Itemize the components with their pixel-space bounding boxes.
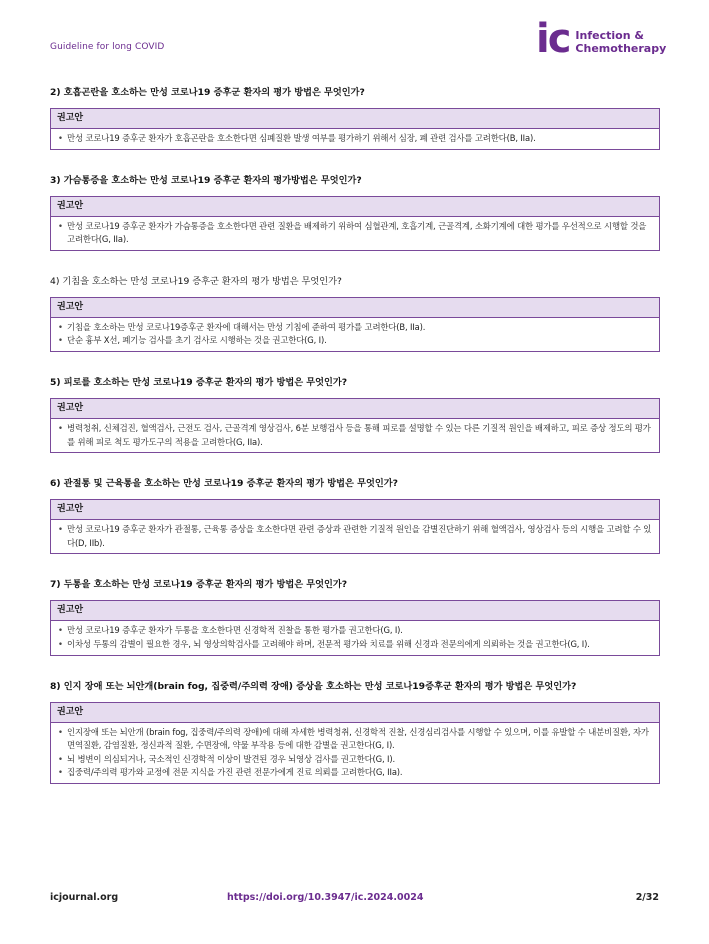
recommendation-item: • 단순 흉부 X선, 폐기능 검사를 초기 검사로 시행하는 것을 권고한다(G, I). — [57, 334, 653, 348]
recommendation-body — [51, 217, 659, 250]
journal-name — [575, 29, 666, 55]
question-heading: 2) 호흡곤란을 호소하는 만성 코로나19 증후군 환자의 평가 방법은 무엇인가? — [50, 87, 365, 98]
recommendation-item: • 기침을 호소하는 만성 코로나19증후군 환자에 대해서는 만성 기침에 준하여 평가를 고려한다(B, IIa). — [57, 321, 653, 335]
recommendation-label: 권고안 — [51, 197, 659, 217]
footer-page-number: 2/32 — [635, 892, 659, 903]
recommendation-item: • 만성 코로나19 증후군 환자가 관절통, 근육통 증상을 호소한다면 관련 증상과 관련한 기질적 원인을 감별진단하기 위해 혈액검사, 영상검사 등의 시행을 고려할 수 있다(D, IIb). — [57, 523, 653, 550]
recommendation-label: 권고안 — [51, 109, 659, 129]
recommendation-box — [50, 499, 660, 554]
recommendation-body — [51, 129, 659, 149]
recommendation-item: • 만성 코로나19 증후군 환자가 가슴통증을 호소한다면 관련 질환을 배제하기 위하여 심혈관계, 호흡기계, 근골격계, 소화기계에 대한 평가를 우선적으로 시행할 것을 고려한다(G, IIa). — [57, 220, 653, 247]
recommendation-box — [50, 398, 660, 453]
question-heading: 6) 관절통 및 근육통을 호소하는 만성 코로나19 증후군 환자의 평가 방법은 무엇인가? — [50, 478, 398, 490]
recommendation-box — [50, 108, 660, 150]
question-heading: 7) 두통을 호소하는 만성 코로나19 증후군 환자의 평가 방법은 무엇인가? — [50, 579, 348, 591]
journal-logo — [536, 16, 667, 62]
recommendation-item: • 이차성 두통의 감별이 필요한 경우, 뇌 영상의학검사를 고려해야 하며, 전문적 평가와 치료를 위해 신경과 전문의에게 의뢰하는 것을 권고한다(G, I). — [57, 638, 653, 652]
recommendation-label: 권고안 — [51, 703, 659, 723]
recommendation-box — [50, 600, 660, 655]
footer-doi-link[interactable]: https://doi.org/10.3947/ic.2024.0024 — [227, 892, 424, 903]
recommendation-body — [51, 520, 659, 553]
recommendation-body — [51, 318, 659, 351]
recommendation-box — [50, 196, 660, 251]
journal-name-line2: Chemotherapy — [575, 42, 667, 55]
question-heading: 3) 가슴통증을 호소하는 만성 코로나19 증후군 환자의 평가방법은 무엇인가? — [50, 174, 362, 186]
recommendation-label: 권고안 — [51, 399, 659, 419]
footer-site[interactable]: icjournal.org — [50, 892, 119, 903]
recommendation-label: 권고안 — [51, 298, 659, 318]
running-title: Guideline for long COVID — [50, 42, 165, 52]
recommendation-item: • 인지장애 또는 뇌안개 (brain fog, 집중력/주의력 장애)에 대해 자세한 병력청취, 신경학적 진찰, 신경심리검사를 시행할 수 있으며, 이를 유발할 수 내분비질환, 자가면역질환, 감염질환, 정신과적 질환, 수면장애, 약물 부작용 등에 대한 감별을 권고한다(G, I). — [57, 726, 653, 753]
recommendation-label: 권고안 — [51, 601, 659, 621]
recommendation-item: • 만성 코로나19 증후군 환자가 호흡곤란을 호소한다면 심폐질환 발생 여부를 평가하기 위해서 심장, 폐 관련 검사를 고려한다(B, IIa). — [57, 132, 653, 146]
question-heading: 5) 피로를 호소하는 만성 코로나19 증후군 환자의 평가 방법은 무엇인가? — [50, 376, 348, 388]
recommendation-list — [50, 86, 660, 808]
recommendation-item: • 집중력/주의력 평가와 교정에 전문 지식을 가진 관련 전문가에게 진료 의뢰를 고려한다(G, IIa). — [57, 766, 653, 780]
question-heading: 4) 기침을 호소하는 만성 코로나19 증후군 환자의 평가 방법은 무엇인가? — [50, 275, 342, 287]
recommendation-box — [50, 297, 660, 352]
journal-name-line1: Infection & — [575, 29, 644, 42]
recommendation-body — [51, 621, 659, 654]
recommendation-box — [50, 702, 660, 784]
recommendation-body — [51, 723, 659, 783]
recommendation-label: 권고안 — [51, 500, 659, 520]
question-heading: 8) 인지 장애 또는 뇌안개(brain fog, 집중력/주의력 장애) 증상을 호소하는 만성 코로나19증후군 환자의 평가 방법은 무엇인가? — [50, 680, 577, 692]
recommendation-body — [51, 419, 659, 452]
recommendation-item: • 만성 코로나19 증후군 환자가 두통을 호소한다면 신경학적 진찰을 통한 평가를 권고한다(G, I). — [57, 624, 653, 638]
logo-mark: ic — [536, 16, 570, 62]
recommendation-item: • 뇌 병변이 의심되거나, 국소적인 신경학적 이상이 발견된 경우 뇌영상 검사를 권고한다(G, I). — [57, 753, 653, 767]
recommendation-item: • 병력청취, 신체검진, 혈액검사, 근전도 검사, 근골격계 영상검사, 6분 보행검사 등을 통해 피로를 설명할 수 있는 다른 기질적 원인을 배제하고, 피로 증상 정도의 평가를 위해 피로 척도 평가도구의 적용을 고려한다(G, IIa). — [57, 422, 653, 449]
